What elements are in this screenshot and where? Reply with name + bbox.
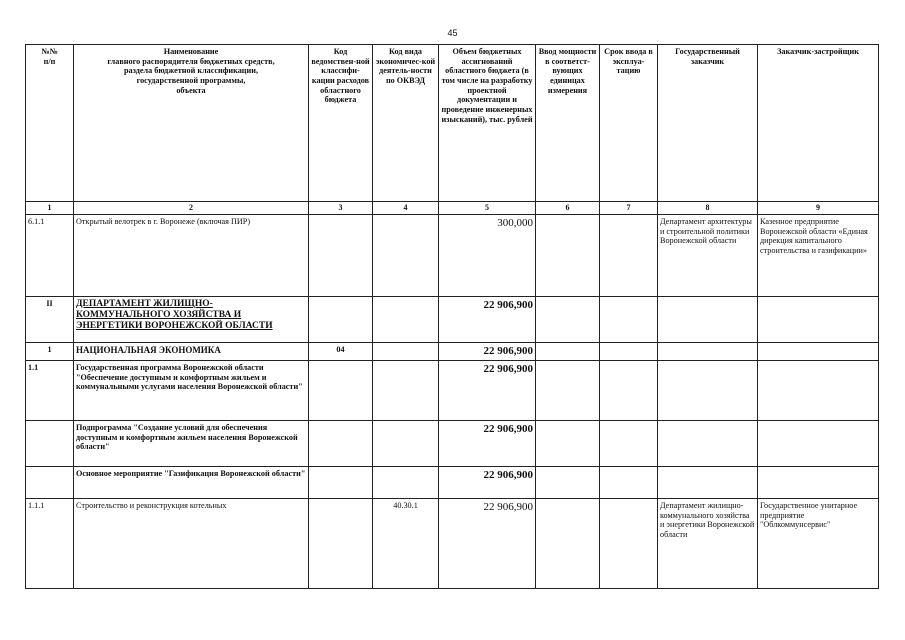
column-number: 9 bbox=[758, 202, 879, 215]
column-number: 6 bbox=[536, 202, 600, 215]
header-cell-name: Наименование главного распорядителя бюджетных средств, раздела бюджетной классификации, государственной программы, объекта bbox=[74, 45, 309, 202]
row-amount: 22 906,900 bbox=[439, 420, 536, 466]
row-num bbox=[26, 466, 74, 498]
row-okved bbox=[373, 360, 439, 420]
table-header-row bbox=[26, 45, 879, 202]
row-num: 1 bbox=[26, 343, 74, 361]
row-capacity bbox=[536, 498, 600, 588]
table-row bbox=[26, 360, 879, 420]
row-capacity bbox=[536, 297, 600, 343]
row-developer bbox=[758, 466, 879, 498]
row-num: II bbox=[26, 297, 74, 343]
row-dept-code bbox=[309, 360, 373, 420]
row-customer bbox=[658, 360, 758, 420]
row-amount: 300,000 bbox=[439, 215, 536, 297]
row-capacity bbox=[536, 360, 600, 420]
row-capacity bbox=[536, 343, 600, 361]
row-customer bbox=[658, 297, 758, 343]
row-okved bbox=[373, 466, 439, 498]
row-term bbox=[600, 343, 658, 361]
row-name: Подпрограмма "Создание условий для обеспечения доступным и комфортным жильем населения Воронежской области" bbox=[74, 420, 309, 466]
header-cell-okved: Код вида экономичес-кой деятель-ности по ОКВЭД bbox=[373, 45, 439, 202]
row-dept-code: 04 bbox=[309, 343, 373, 361]
budget-table bbox=[25, 44, 879, 589]
row-name: Открытый велотрек в г. Воронеже (включая ПИР) bbox=[74, 215, 309, 297]
row-name: Государственная программа Воронежской области "Обеспечение доступным и комфортным жильем и коммунальными услугами населения Воронежской области" bbox=[74, 360, 309, 420]
row-num: 6.1.1 bbox=[26, 215, 74, 297]
row-name: Основное мероприятие "Газификация Воронежской области" bbox=[74, 466, 309, 498]
row-okved bbox=[373, 215, 439, 297]
column-number: 4 bbox=[373, 202, 439, 215]
row-term bbox=[600, 466, 658, 498]
row-term bbox=[600, 215, 658, 297]
header-cell-dept-code: Код ведомствен-ной классифи-кации расходов областного бюджета bbox=[309, 45, 373, 202]
row-amount: 22 906,900 bbox=[439, 360, 536, 420]
row-okved bbox=[373, 420, 439, 466]
row-capacity bbox=[536, 466, 600, 498]
header-cell-num: №№ п/п bbox=[26, 45, 74, 202]
row-dept-code bbox=[309, 498, 373, 588]
table-row bbox=[26, 466, 879, 498]
column-number-row bbox=[26, 202, 879, 215]
row-okved: 40.30.1 bbox=[373, 498, 439, 588]
row-term bbox=[600, 297, 658, 343]
column-number: 8 bbox=[658, 202, 758, 215]
row-developer bbox=[758, 343, 879, 361]
row-customer bbox=[658, 420, 758, 466]
row-dept-code bbox=[309, 466, 373, 498]
row-developer bbox=[758, 360, 879, 420]
table-row bbox=[26, 215, 879, 297]
header-cell-customer: Государственный заказчик bbox=[658, 45, 758, 202]
header-cell-term: Срок ввода в эксплуа-тацию bbox=[600, 45, 658, 202]
row-amount: 22 906,900 bbox=[439, 498, 536, 588]
row-developer bbox=[758, 297, 879, 343]
table-row bbox=[26, 498, 879, 588]
column-number: 1 bbox=[26, 202, 74, 215]
row-developer bbox=[758, 420, 879, 466]
page-number: 45 bbox=[447, 28, 458, 38]
row-num: 1.1.1 bbox=[26, 498, 74, 588]
row-term bbox=[600, 420, 658, 466]
row-amount: 22 906,900 bbox=[439, 466, 536, 498]
row-name: ДЕПАРТАМЕНТ ЖИЛИЩНО-КОММУНАЛЬНОГО ХОЗЯЙСТВА И ЭНЕРГЕТИКИ ВОРОНЕЖСКОЙ ОБЛАСТИ bbox=[74, 297, 309, 343]
row-name: Строительство и реконструкция котельных bbox=[74, 498, 309, 588]
table-row bbox=[26, 343, 879, 361]
row-capacity bbox=[536, 420, 600, 466]
table-row bbox=[26, 420, 879, 466]
header-cell-developer: Заказчик-застройщик bbox=[758, 45, 879, 202]
header-cell-capacity: Ввод мощности в соответст-вующих единицах измерения bbox=[536, 45, 600, 202]
row-dept-code bbox=[309, 215, 373, 297]
row-term bbox=[600, 498, 658, 588]
row-amount: 22 906,900 bbox=[439, 343, 536, 361]
row-num bbox=[26, 420, 74, 466]
row-dept-code bbox=[309, 297, 373, 343]
column-number: 3 bbox=[309, 202, 373, 215]
row-developer: Казенное предприятие Воронежской области «Единая дирекция капитального строительства и газификации» bbox=[758, 215, 879, 297]
row-customer bbox=[658, 466, 758, 498]
row-customer bbox=[658, 343, 758, 361]
table-row bbox=[26, 297, 879, 343]
row-capacity bbox=[536, 215, 600, 297]
column-number: 7 bbox=[600, 202, 658, 215]
row-num: 1.1 bbox=[26, 360, 74, 420]
row-customer: Департамент жилищно-коммунального хозяйства и энергетики Воронежской области bbox=[658, 498, 758, 588]
column-number: 5 bbox=[439, 202, 536, 215]
row-dept-code bbox=[309, 420, 373, 466]
header-cell-amount: Объем бюджетных ассигнований областного бюджета (в том числе на разработку проектной документации и проведение инженерных изысканий), тыс. рублей bbox=[439, 45, 536, 202]
row-name: НАЦИОНАЛЬНАЯ ЭКОНОМИКА bbox=[74, 343, 309, 361]
row-okved bbox=[373, 297, 439, 343]
row-okved bbox=[373, 343, 439, 361]
column-number: 2 bbox=[74, 202, 309, 215]
row-developer: Государственное унитарное предприятие "Облкоммунсервис" bbox=[758, 498, 879, 588]
row-term bbox=[600, 360, 658, 420]
row-customer: Департамент архитектуры и строительной политики Воронежской области bbox=[658, 215, 758, 297]
row-amount: 22 906,900 bbox=[439, 297, 536, 343]
